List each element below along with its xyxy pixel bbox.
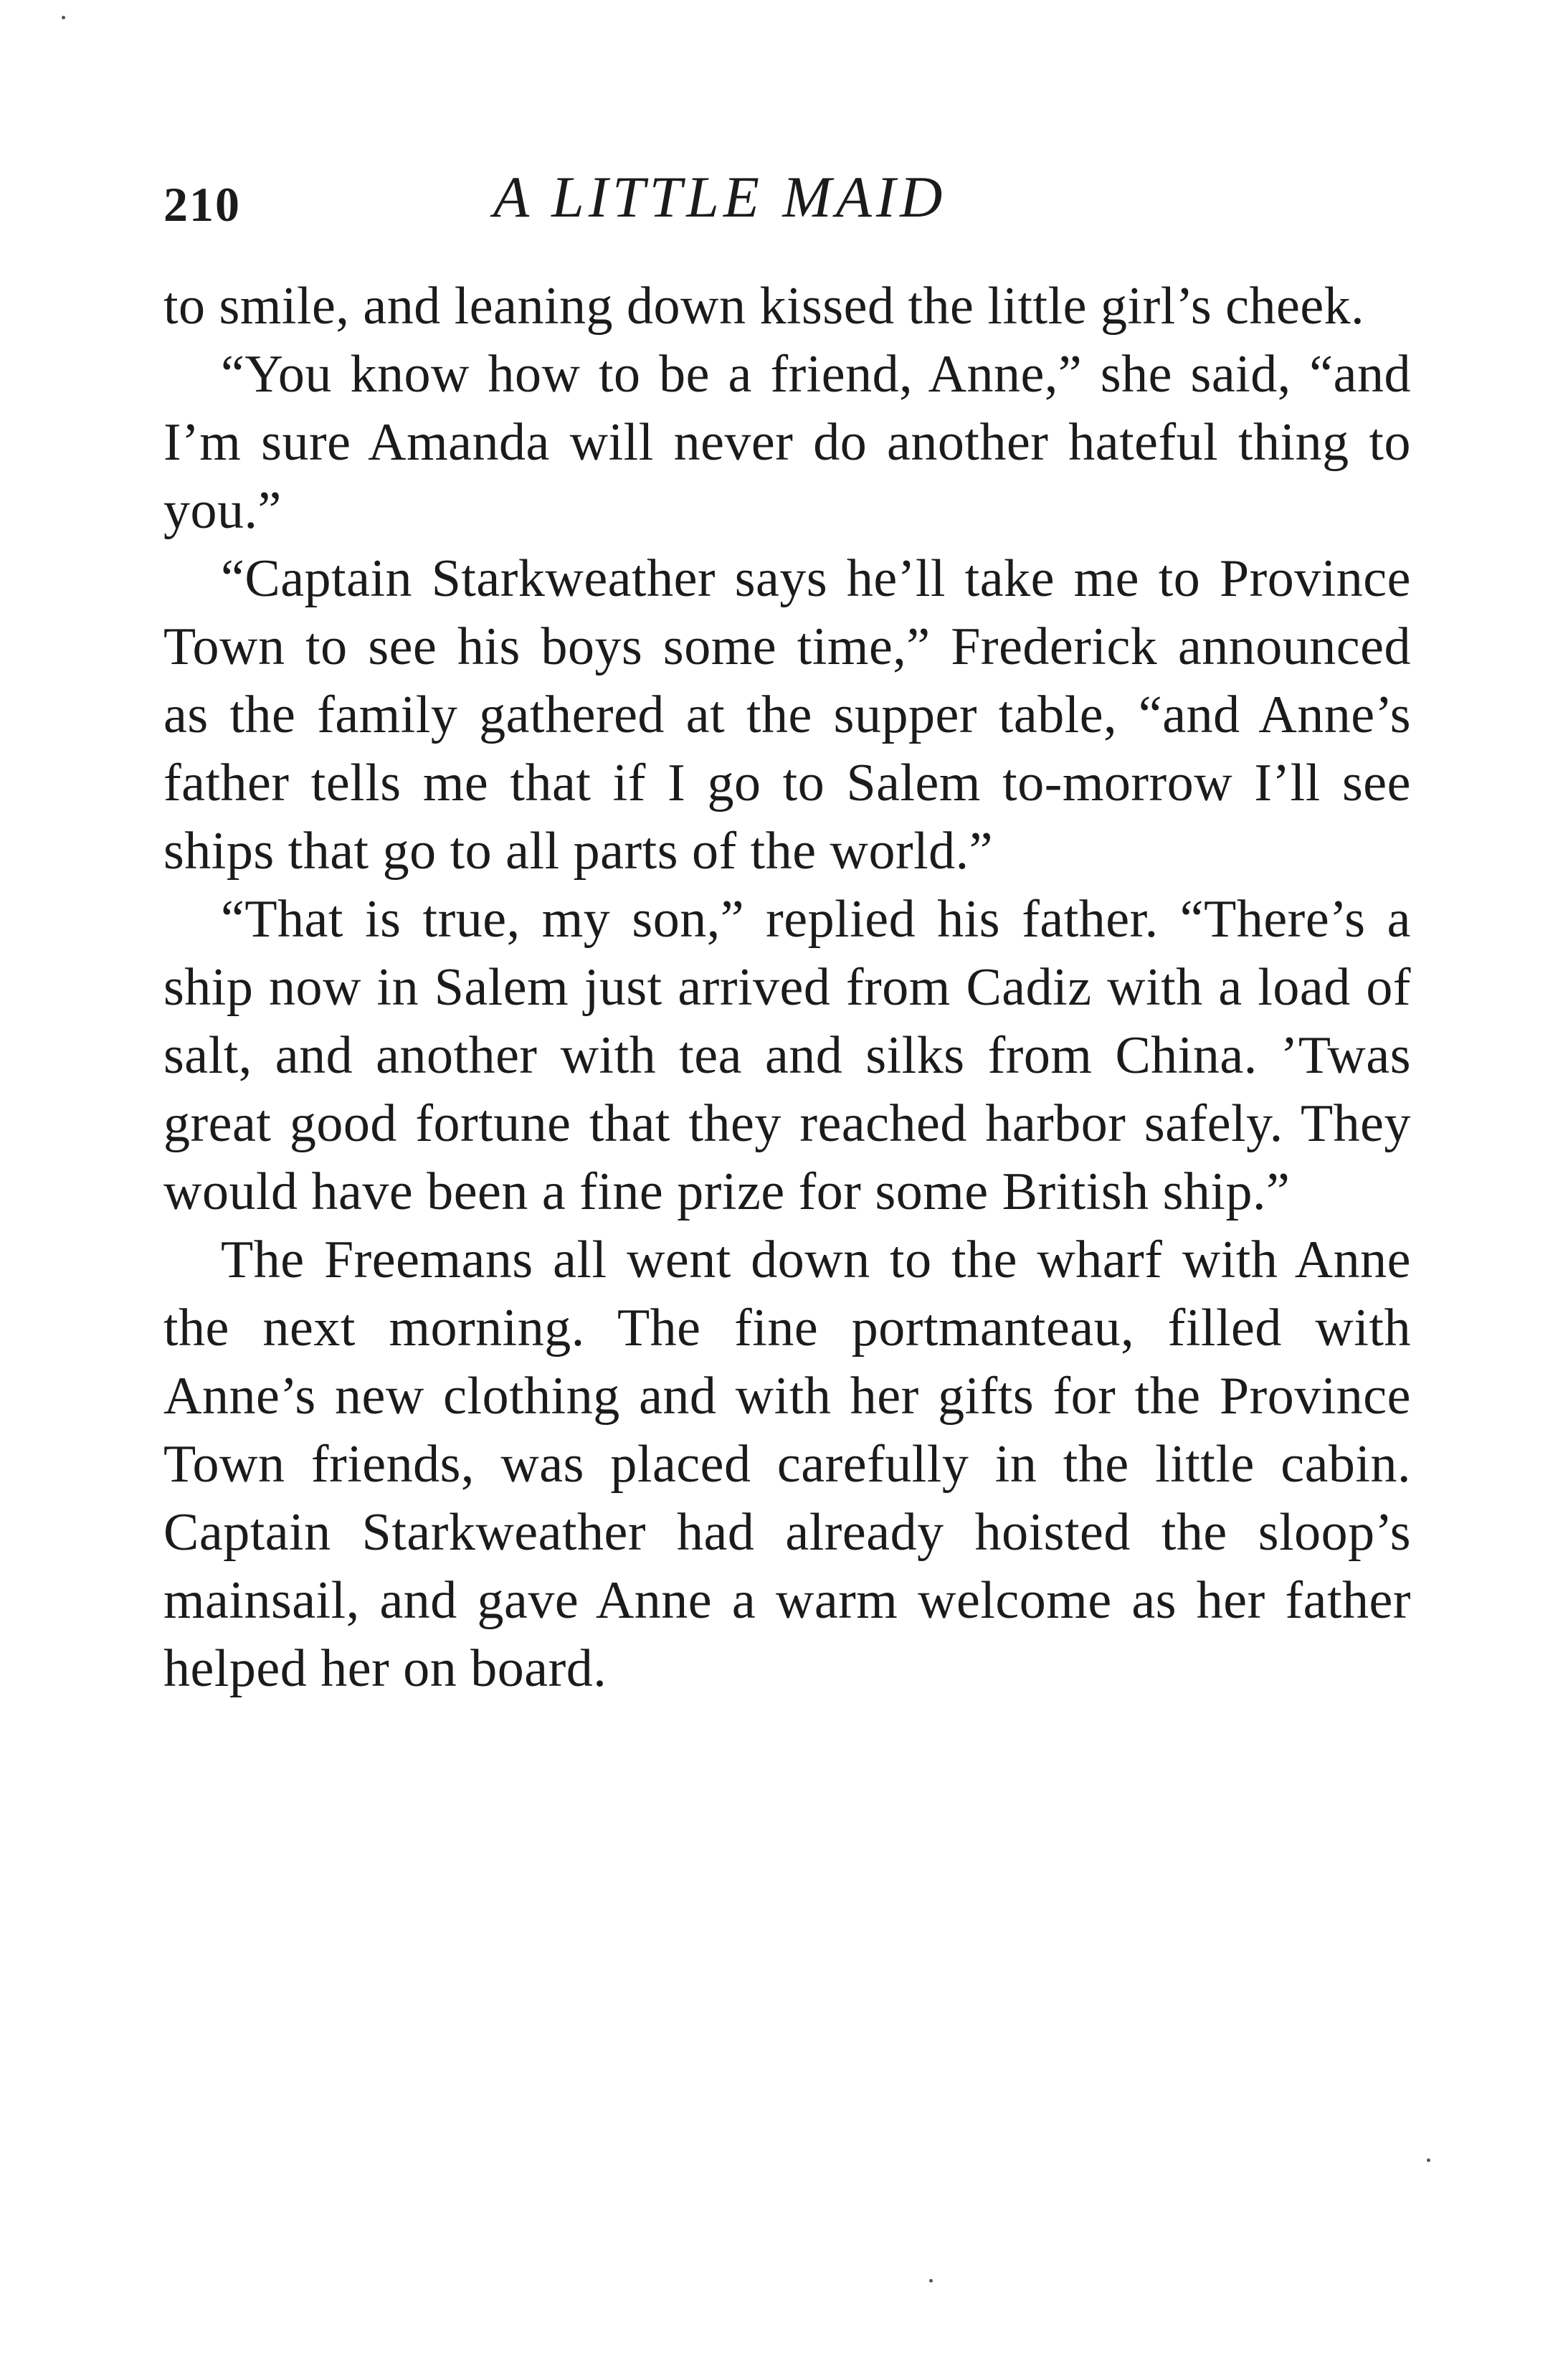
paper-speck bbox=[929, 2279, 933, 2283]
page-number: 210 bbox=[163, 177, 241, 232]
paper-speck bbox=[62, 16, 65, 19]
paragraph: The Freemans all went down to the wharf with Anne the next morning. The fine portmanteau, filled with Anne’s new clothing and with her gifts for the Province Town friends, was placed carefully in the little cabin. Captain Starkweather had already hoisted the sloop’s mainsail, and gave Anne a warm welcome as her father helped her on board. bbox=[163, 1231, 1411, 1698]
running-header bbox=[163, 163, 1425, 242]
paragraph: “You know how to be a friend, Anne,” she said, “and I’m sure Amanda will never do another hateful thing to you.” bbox=[163, 345, 1411, 540]
paragraph: “That is true, my son,” replied his father. “There’s a ship now in Salem just arrived from Cadiz with a load of salt, and another with tea and silks from China. ’Twas great good fortune that they reached harbor safely. They would have been a fine prize for some British ship.” bbox=[163, 890, 1411, 1221]
paper-speck bbox=[1427, 2158, 1430, 2162]
body-text bbox=[163, 272, 1411, 1703]
paragraph: to smile, and leaning down kissed the little girl’s cheek. bbox=[163, 277, 1365, 336]
running-title: A LITTLE MAID bbox=[493, 164, 947, 229]
paragraph: “Captain Starkweather says he’ll take me to Province Town to see his boys some time,” Frederick announced as the family gathered at the supper table, “and Anne’s father tells me that if I go to Salem to-morrow I’ll see ships that go to all parts of the world.” bbox=[163, 549, 1411, 881]
